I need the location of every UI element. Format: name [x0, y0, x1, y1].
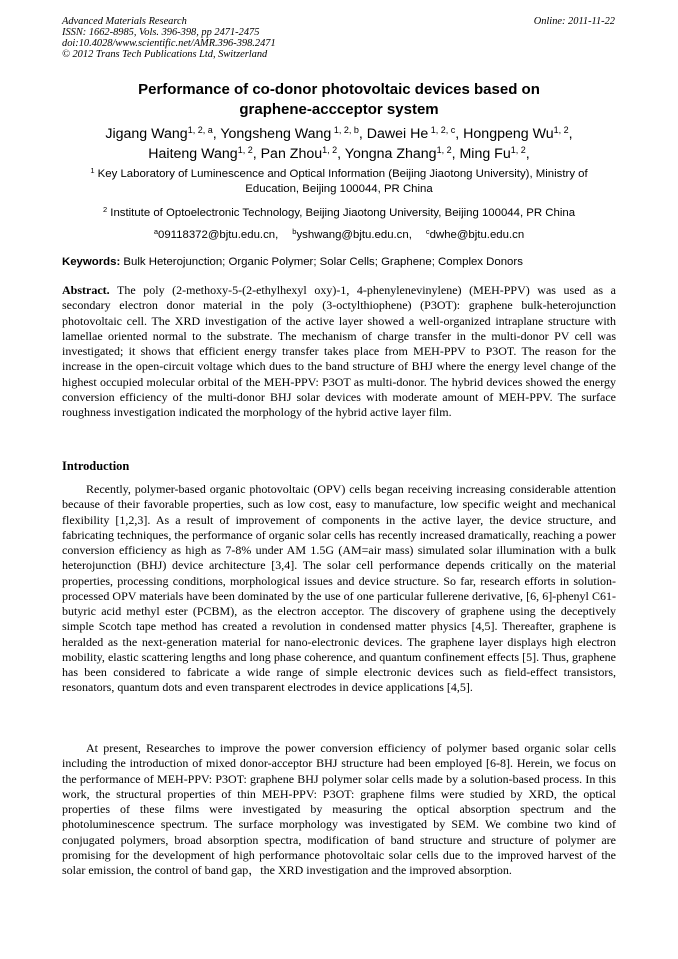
introduction-paragraph-1: Recently, polymer-based organic photovoltaic (OPV) cells began receiving increasing considerable attention because of their favorable properties, such as low cost, easy to manufacture, low specific weight and mechanical flexibility [1,2,3]. As a result of improvement of components in the active layer, the device structure, and fabricating techniques, the performance of organic solar cells has recently increased dramatically, reaching a power conversion efficiency as high as 7-8% under AM 1.5G (AM=air mass) simulated solar illumination with a bulk heterojunction (BHJ) device architecture [3,4]. The solar cell performance depends critically on the material properties, processing conditions, morphological issues and device structure. So far, research efforts in solution-processed OPV materials have been dominated by the use of one particular fullerene derivative, [6, 6]-phenyl C61-butyric acid methyl ester (PCBM), as the electron acceptor. The discovery of graphene using the deceptively simple Scotch tape method has created a revolution in condensed matter physics [4,5]. Thereafter, graphene is heralded as the next-generation material for nano-electronic devices. The graphene layer displays high electron mobility, elastic scattering lengths and long phase coherence, and quantum confinement effects [5]. Thus, graphene has been considered to fabricate a wide range of simple electronic devices such as field-effect transistors, resonators, quantum dots and even transparent electrodes in device applications [4,5]. [62, 482, 616, 695]
email-link[interactable]: 09118372@bjtu.edu.cn, [158, 229, 279, 241]
keywords [62, 255, 616, 270]
author-emails [62, 228, 616, 243]
author-sep: , [568, 126, 573, 142]
abstract-label: Abstract. [62, 283, 110, 297]
author-line-1 [62, 124, 616, 144]
title-line-2: graphene-accceptor system [239, 101, 439, 118]
author-affil-sup: 1, 2 [436, 145, 452, 155]
author-affil-sup: 1, 2 [510, 145, 526, 155]
keywords-label: Keywords: [62, 256, 121, 268]
author-name: Dawei He [366, 126, 429, 142]
journal-name: Advanced Materials Research [62, 16, 187, 27]
section-heading-introduction: Introduction [62, 459, 130, 473]
email-link[interactable]: yshwang@bjtu.edu.cn, [296, 229, 412, 241]
author-affil-sup: 1, 2 [553, 125, 569, 135]
author-sep: , [212, 126, 221, 142]
author-affil-sup: 1, 2 [322, 145, 338, 155]
author-sep: , [455, 126, 464, 142]
paper-title [62, 80, 616, 120]
author-affil-sup: 1, 2, a [187, 125, 213, 135]
keywords-text: Bulk Heterojunction; Organic Polymer; Solar Cells; Graphene; Complex Donors [123, 256, 523, 268]
email-sup: a [153, 227, 158, 236]
affiliation-1 [62, 167, 616, 197]
copyright-line: © 2012 Trans Tech Publications Ltd, Switzerland [62, 49, 268, 60]
author-sep: , [252, 146, 261, 162]
doi-link[interactable]: doi:10.4028/www.scientific.net/AMR.396-398.2471 [62, 38, 276, 49]
email-link[interactable]: dwhe@bjtu.edu.cn [429, 229, 525, 241]
author-name: Hongpeng Wu [463, 126, 554, 142]
email-sup: c [425, 227, 430, 236]
affiliation-number: 2 [102, 205, 108, 214]
author-line-2 [62, 144, 616, 164]
title-line-1: Performance of co-donor photovoltaic devices based on [138, 81, 540, 98]
author-affil-sup: 1, 2 [237, 145, 253, 155]
issn-line: ISSN: 1662-8985, Vols. 396-398, pp 2471-2475 [62, 27, 260, 38]
affiliation-number: 1 [90, 166, 95, 175]
author-sep: , [525, 146, 530, 162]
author-name: Ming Fu [459, 146, 511, 162]
abstract-text: The poly (2-methoxy-5-(2-ethylhexyl oxy)-1, 4-phenylenevinylene) (MEH-PPV) was used as a secondary electron donor material in the poly (3-octylthiophene) (P3OT): graphene bulk-heterojunction photovoltaic cell. The XRD investigation of the active layer showed a well-organized intraplane structure with lamellae oriented normal to the substrate. The mechanism of charge transfer in the multi-donor PV cell was investigated; it shows that efficient energy transfer takes place from MEH-PPV to P3OT. The reason for the increase in the open-circuit voltage which dues to the band structure of BHJ where the energy level change of the highest occupied molecular orbital of the MEH-PPV: P3OT as multi-donor. The hybrid devices showed the energy conversion efficiency of the multi-donor BHJ solar devices with moderate amount of MEH-PPV. The surface roughness investigation indicated the morphology of the hybrid active layer film. [62, 283, 616, 419]
journal-header [62, 16, 276, 60]
author-affil-sup: 1, 2, b [331, 125, 359, 135]
online-date: Online: 2011-11-22 [533, 16, 615, 27]
author-name: Haiteng Wang [148, 146, 238, 162]
author-list [62, 124, 616, 164]
introduction-paragraph-2: At present, Researches to improve the power conversion efficiency of polymer based organic solar cells including the introduction of mixed donor-acceptor BHJ structure had been employed [6-8]. Herein, we focus on the performance of MEH-PPV: P3OT: graphene BHJ polymer solar cells made by a solution-based process. In this work, the structural properties of thin MEH-PPV: P3OT: graphene films were studied by XRD, the optical properties of these films were investigated by measuring the optical absorption spectrum and the photoluminescence spectrum. The surface morphology was investigated by SEM. We combine two kind of conjugated polymers, broad absorption spectra, modification of band structure and structure of polymer are promising for the development of high performance photovoltaic solar cells due to the improved harvest of the solar emission, the control of band gap，the XRD investigation and the improved absorption. [62, 741, 616, 877]
author-name: Pan Zhou [260, 146, 323, 162]
author-sep: , [358, 126, 367, 142]
author-name: Yongna Zhang [344, 146, 437, 162]
email-sup: b [292, 227, 297, 236]
author-name: Jigang Wang [105, 126, 188, 142]
author-sep: , [451, 146, 460, 162]
affiliation-text: Institute of Optoelectronic Technology, Beijing Jiaotong University, Beijing 100044, PR China [110, 207, 576, 219]
author-sep: , [337, 146, 345, 162]
author-affil-sup: 1, 2, c [428, 125, 456, 135]
affiliation-text: Key Laboratory of Luminescence and Optical Information (Beijing Jiaotong University), Ministry of Education, Beijing 100044, PR China [97, 168, 588, 195]
author-name: Yongsheng Wang [220, 126, 332, 142]
affiliation-2 [62, 206, 616, 221]
abstract [62, 283, 616, 420]
